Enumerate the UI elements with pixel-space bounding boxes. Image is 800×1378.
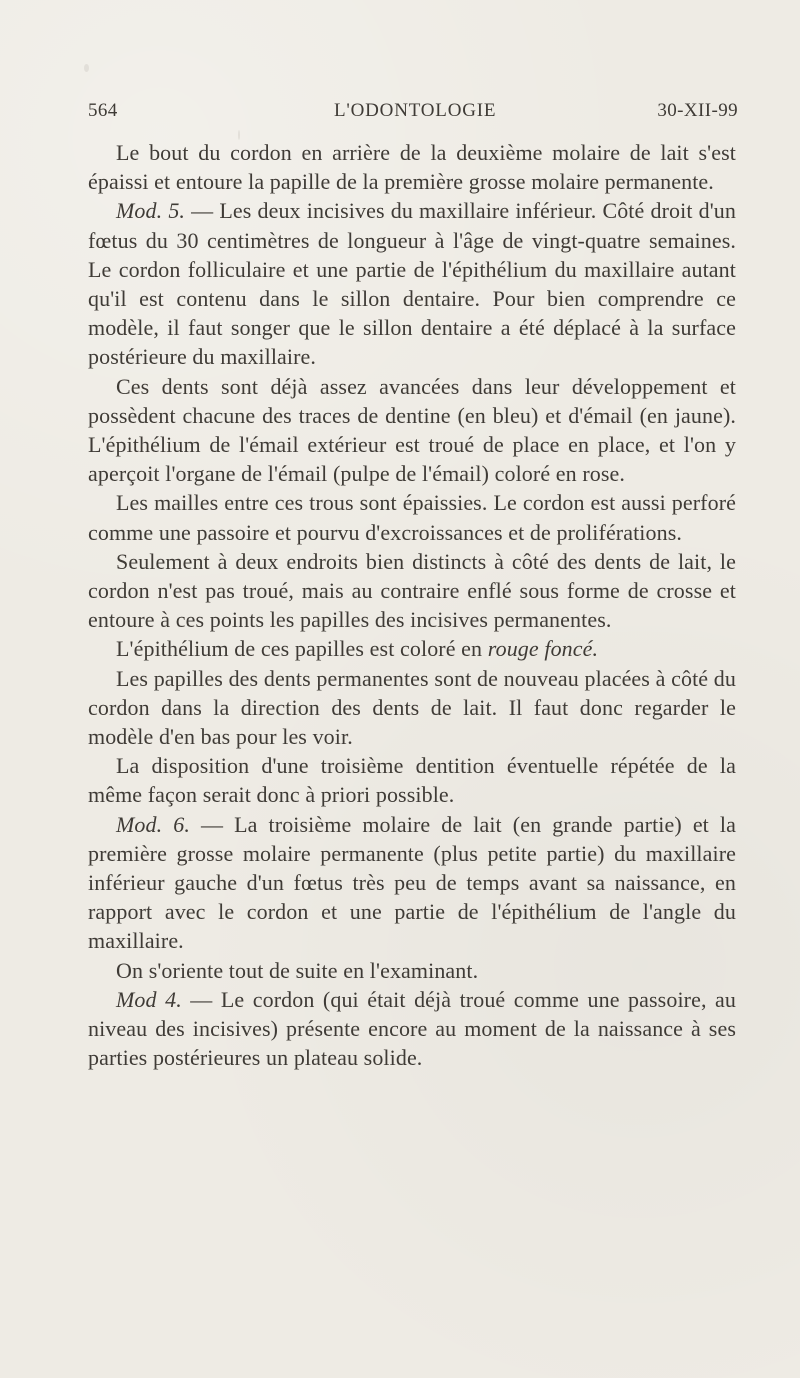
model-paragraph [88, 196, 736, 371]
body-paragraph [88, 634, 736, 663]
model-paragraph [88, 810, 736, 956]
paragraph-text: Le bout du cordon en arrière de la deuxième molaire de lait s'est épaissi et entoure la papille de la première grosse molaire permanente. [88, 140, 736, 195]
issue-date: 30-XII-99 [657, 100, 738, 121]
running-header [88, 100, 738, 128]
body-paragraph [88, 138, 736, 196]
body-paragraph [88, 956, 736, 985]
paragraph-text: Les papilles des dents permanentes sont de nouveau placées à côté du cordon dans la direction des dents de lait. Il faut donc regarder le modèle d'en bas pour les voir. [88, 665, 736, 750]
paper-spot [84, 64, 89, 72]
page-number: 564 [88, 100, 118, 121]
article-body [88, 138, 736, 1073]
paragraph-text: — La troisième molaire de lait (en grande partie) et la première grosse molaire permanente (plus petite partie) du maxillaire inférieur gauche d'un fœtus très peu de temps avant sa naissance, en rapport avec le cordon et une partie de l'épithélium de l'angle du maxillaire. [88, 811, 737, 954]
paragraph-text: La disposition d'une troisième dentition éventuelle répétée de la même façon serait donc à priori possible. [88, 753, 736, 808]
paragraph-text: — Le cordon (qui était déjà troué comme une passoire, au niveau des incisives) présente encore au moment de la naissance à ses parties postérieures un plateau solide. [88, 986, 736, 1071]
model-label: Mod. 6. [116, 811, 190, 837]
paragraph-text: Seulement à deux endroits bien distincts à côté des dents de lait, le cordon n'est pas troué, mais au contraire enflé sous forme de crosse et entoure à ces points les papilles des incisives permanentes. [88, 548, 736, 633]
paragraph-text: Ces dents sont déjà assez avancées dans leur développement et possèdent chacune des traces de dentine (en bleu) et d'émail (en jaune). L'épithélium de l'émail extérieur est troué de place en place, et l'on y aperçoit l'organe de l'émail (pulpe de l'émail) coloré en rose. [88, 373, 736, 487]
body-paragraph [88, 372, 736, 489]
model-paragraph [88, 985, 736, 1073]
color-emphasis: rouge foncé. [487, 636, 599, 662]
paragraph-text: On s'oriente tout de suite en l'examinant. [116, 957, 479, 983]
journal-title: L'ODONTOLOGIE [334, 100, 497, 121]
body-paragraph [88, 547, 736, 635]
body-paragraph [88, 664, 736, 752]
model-label: Mod. 5. [116, 198, 186, 224]
body-paragraph [88, 488, 736, 546]
body-paragraph [88, 751, 736, 809]
paragraph-text: — Les deux incisives du maxillaire inférieur. Côté droit d'un fœtus du 30 centimètres de longueur à l'âge de vingt-quatre semaines. Le cordon folliculaire et une partie de l'épithélium du maxillaire autant qu'il est contenu dans le sillon dentaire. Pour bien comprendre ce modèle, il faut songer que le sillon dentaire a été déplacé à la surface postérieure du maxillaire. [88, 198, 737, 370]
paragraph-text: Les mailles entre ces trous sont épaissies. Le cordon est aussi perforé comme une passoire et pourvu d'excroissances et de proliférations. [88, 490, 736, 545]
model-label: Mod 4. [116, 986, 182, 1012]
paragraph-text: L'épithélium de ces papilles est coloré en [116, 636, 488, 662]
